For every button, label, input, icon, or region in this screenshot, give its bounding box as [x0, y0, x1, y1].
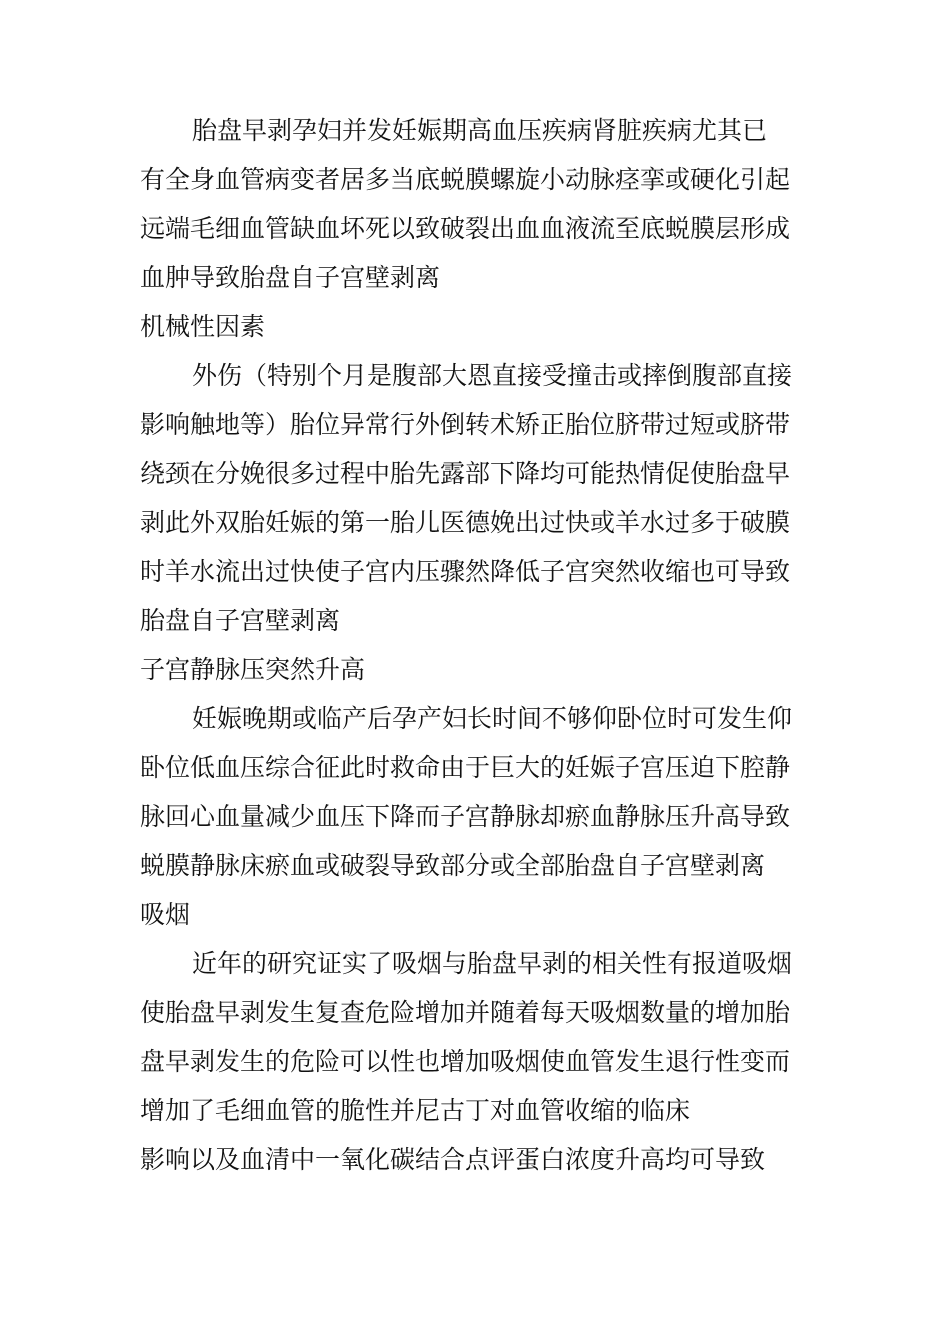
text-line: 脉回心血量减少血压下降而子宫静脉却瘀血静脉压升高导致: [140, 802, 791, 831]
paragraph-first-line: 近年的研究证实了吸烟与胎盘早剥的相关性有报道吸烟: [192, 949, 793, 978]
text-line: 剥此外双胎妊娠的第一胎儿医德娩出过快或羊水过多于破膜: [140, 508, 791, 537]
text-line: 蜕膜静脉床瘀血或破裂导致部分或全部胎盘自子宫壁剥离: [140, 851, 766, 880]
text-line: 远端毛细血管缺血坏死以致破裂出血血液流至底蜕膜层形成: [140, 214, 791, 243]
section-heading: 机械性因素: [140, 312, 266, 341]
text-line: 有全身血管病变者居多当底蜕膜螺旋小动脉痉挛或硬化引起: [140, 165, 791, 194]
text-line: 绕颈在分娩很多过程中胎先露部下降均可能热情促使胎盘早: [140, 459, 791, 488]
text-line: 增加了毛细血管的脆性并尼古丁对血管收缩的临床: [140, 1096, 691, 1125]
section-heading: 子宫静脉压突然升高: [140, 655, 366, 684]
document-body: [140, 106, 810, 1184]
text-line: 影响触地等）胎位异常行外倒转术矫正胎位脐带过短或脐带: [140, 410, 791, 439]
text-line: 使胎盘早剥发生复查危险增加并随着每天吸烟数量的增加胎: [140, 998, 791, 1027]
section-heading: 吸烟: [140, 900, 191, 929]
text-line: 影响以及血清中一氧化碳结合点评蛋白浓度升高均可导致: [140, 1145, 766, 1174]
text-line: 卧位低血压综合征此时救命由于巨大的妊娠子宫压迫下腔静: [140, 753, 791, 782]
text-line: 盘早剥发生的危险可以性也增加吸烟使血管发生退行性变而: [140, 1047, 791, 1076]
text-line: 血肿导致胎盘自子宫壁剥离: [140, 263, 441, 292]
paragraph-first-line: 外伤（特别个月是腹部大恩直接受撞击或摔倒腹部直接: [192, 361, 793, 390]
paragraph-first-line: 胎盘早剥孕妇并发妊娠期高血压疾病肾脏疾病尤其已: [192, 116, 768, 145]
paragraph-first-line: 妊娠晚期或临产后孕产妇长时间不够仰卧位时可发生仰: [192, 704, 793, 733]
text-line: 时羊水流出过快使子宫内压骤然降低子宫突然收缩也可导致: [140, 557, 791, 586]
text-line: 胎盘自子宫壁剥离: [140, 606, 341, 635]
